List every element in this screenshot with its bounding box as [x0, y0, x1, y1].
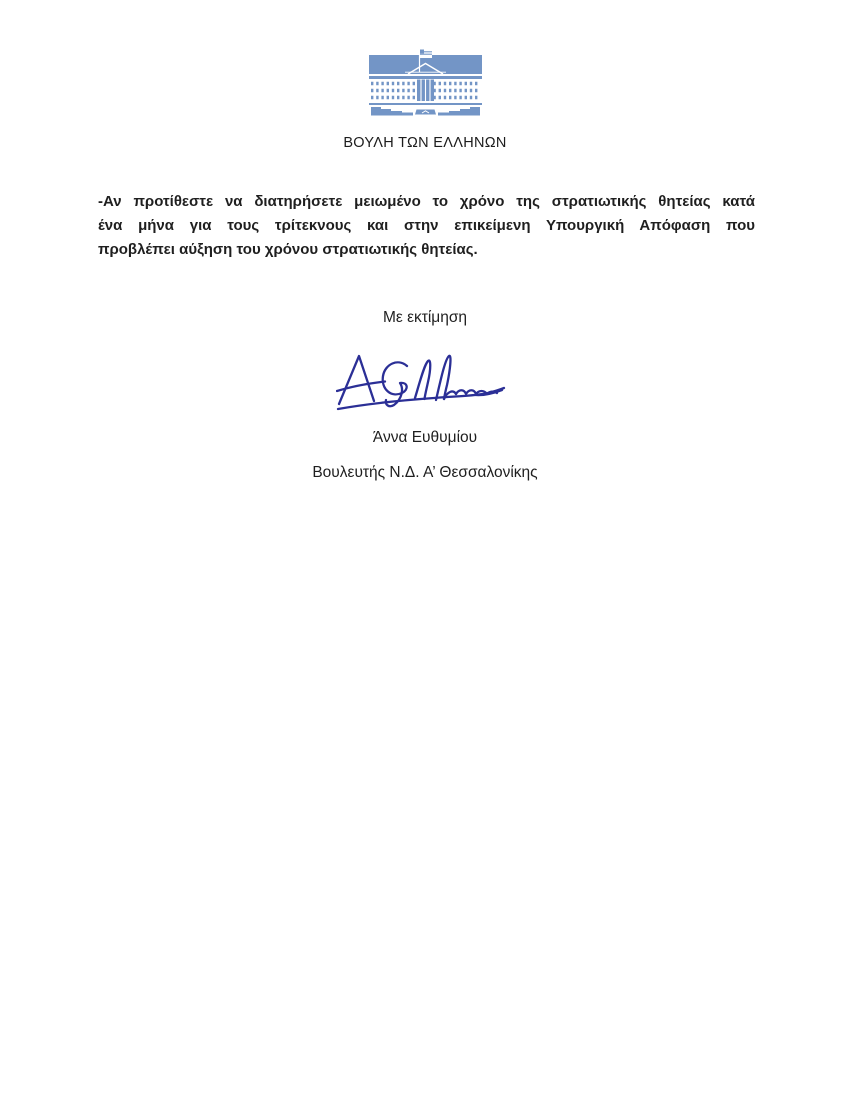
signer-name: Άννα Ευθυμίου — [372, 429, 478, 446]
paragraph-line-3: προβλέπει αύξηση του χρόνου στρατιωτικής θητείας. — [98, 241, 478, 258]
signature — [336, 349, 508, 413]
org-title: ΒΟΥΛΗ ΤΩΝ ΕΛΛΗΝΩΝ — [343, 135, 507, 151]
closing-salutation: Με εκτίμηση — [382, 309, 468, 326]
signer-title: Βουλευτής Ν.Δ. Α’ Θεσσαλονίκης — [312, 464, 538, 481]
signature-scribble-icon — [336, 349, 508, 413]
paragraph-line-2: ένα μήνα για τους τρίτεκνους και στην επικείμενη Υπουργική Απόφαση που — [98, 217, 755, 234]
hellenic-parliament-logo — [369, 48, 482, 118]
parliament-building-icon — [369, 48, 482, 118]
letter-paragraph — [98, 190, 755, 262]
paragraph-line-1: -Αν προτίθεστε να διατηρήσετε μειωμένο το χρόνο της στρατιωτικής θητείας κατά — [98, 193, 755, 210]
